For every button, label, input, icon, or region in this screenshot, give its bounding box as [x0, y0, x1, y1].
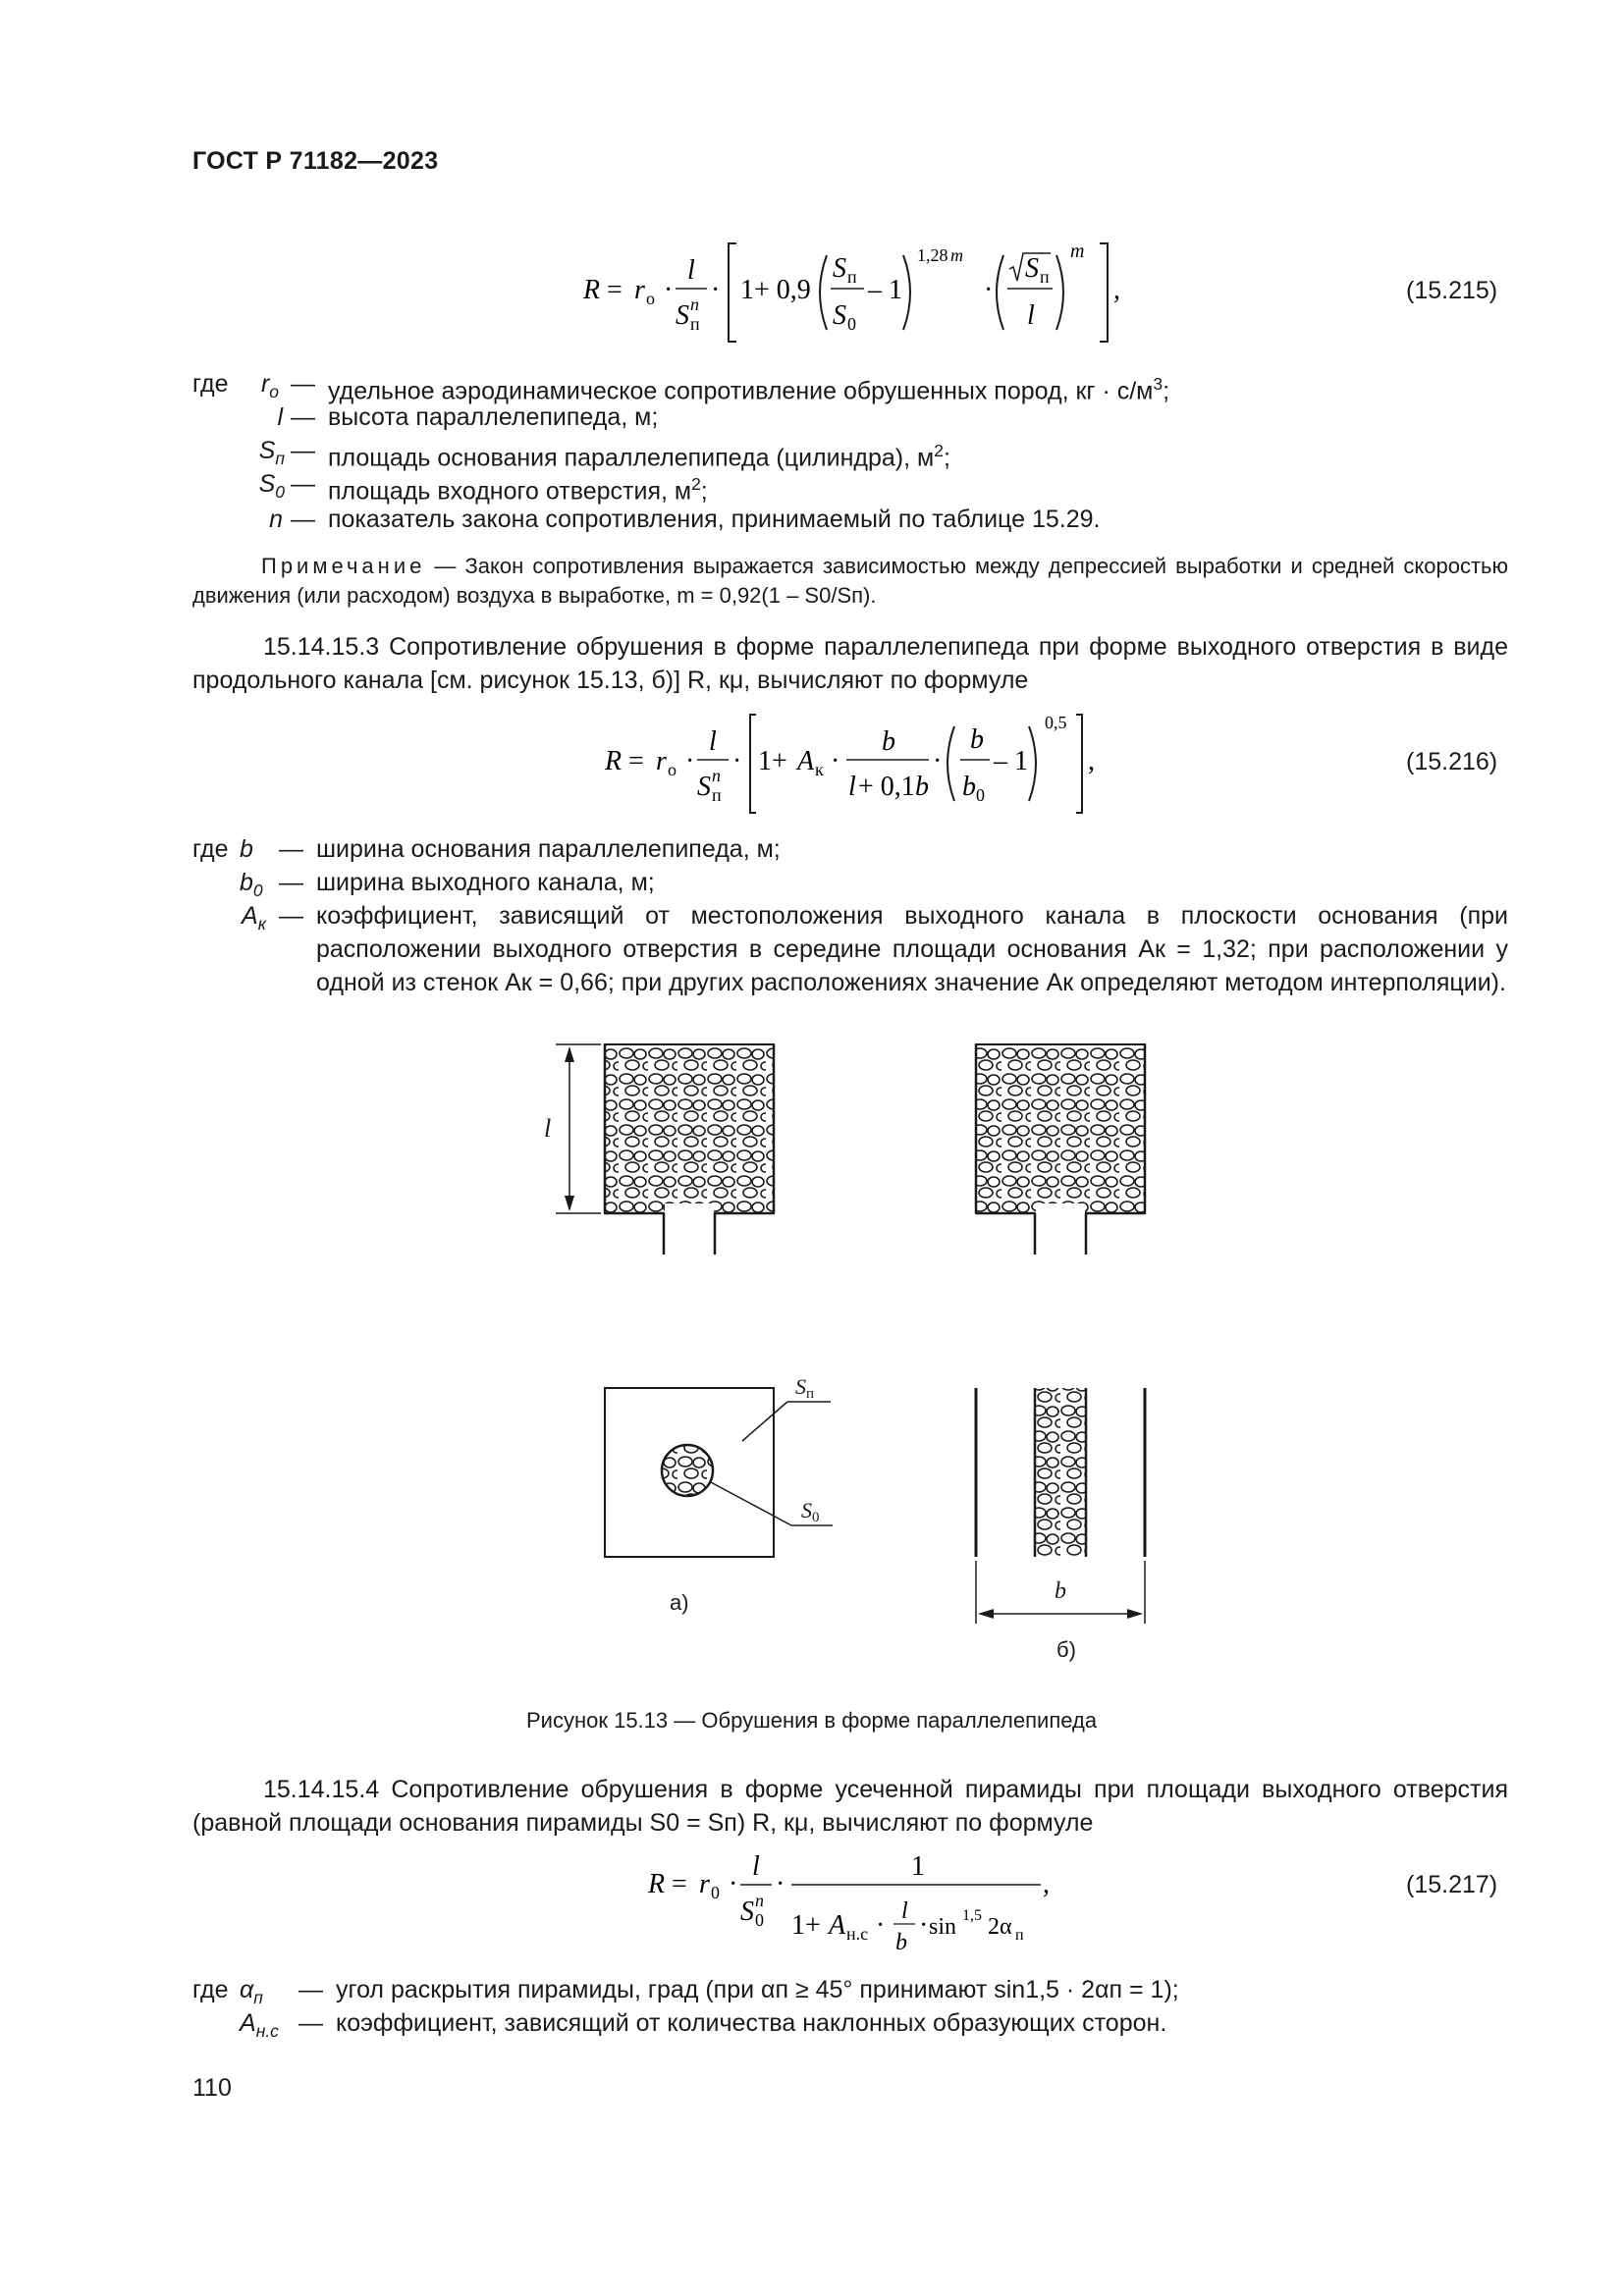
dimension-label-l: l — [544, 1114, 552, 1143]
paragraph-15-14-15-3: 15.14.15.3 Сопротивление обрушения в форме параллелепипеда при форме выходного отверстия в виде продольного канала [см. рисунок 15.13, б)] R, кμ, вычисляют по формуле — [192, 633, 1508, 694]
svg-text:·: · — [831, 746, 840, 776]
note-label: Примечание — [261, 554, 426, 578]
svg-text:r: r — [656, 746, 667, 776]
svg-text:n: n — [755, 1891, 764, 1910]
svg-text:1: 1 — [911, 1851, 925, 1882]
page-number: 110 — [192, 2074, 232, 2102]
svg-text:0: 0 — [711, 1883, 720, 1902]
svg-text:·: · — [876, 1910, 886, 1941]
svg-text:l: l — [709, 726, 717, 757]
figure-b-side-view — [976, 1044, 1145, 1255]
svg-text:1+: 1+ — [791, 1910, 821, 1941]
svg-text:=: = — [628, 746, 644, 776]
label-s0: S0 — [801, 1498, 820, 1525]
formula-number-15-217: (15.217) — [1406, 1871, 1498, 1898]
svg-text:0: 0 — [976, 785, 985, 805]
svg-text:m: m — [1070, 240, 1085, 262]
svg-text:1+ 0,9: 1+ 0,9 — [740, 275, 811, 305]
where-lead-1: где — [192, 370, 229, 398]
svg-text:1+: 1+ — [758, 746, 787, 776]
svg-text:l: l — [1027, 300, 1035, 331]
svg-text:к: к — [815, 760, 824, 779]
svg-text:m: m — [950, 245, 963, 265]
svg-text:1,28: 1,28 — [917, 245, 948, 265]
svg-text:,: , — [1043, 1869, 1050, 1899]
svg-text:r: r — [634, 275, 645, 305]
svg-text:·: · — [664, 275, 674, 305]
subfigure-label-b: б) — [1056, 1637, 1076, 1662]
definition-ak-text: коэффициент, зависящий от местоположения выходного канала в плоскости основания (при расположении выходного отверстия в середине площади основания Aк = 1,32; при расположении у одной из стенок Aк = 0,66; при других расположениях значение Aк определяют методом интерполяции). — [316, 902, 1508, 996]
svg-text:п: п — [1015, 1927, 1024, 1944]
svg-text:·: · — [919, 1910, 929, 1941]
svg-text:2α: 2α — [988, 1914, 1012, 1940]
svg-text:·: · — [729, 1869, 738, 1899]
svg-text:b: b — [962, 772, 976, 802]
svg-text:о: о — [646, 289, 655, 308]
svg-text:п: п — [712, 785, 722, 805]
figure-caption: Рисунок 15.13 — Обрушения в форме параллелепипеда — [526, 1708, 1098, 1733]
label-sp: Sп — [795, 1374, 815, 1402]
figure-b-plan-view — [976, 1388, 1145, 1662]
svg-text:sin: sin — [929, 1914, 957, 1940]
svg-text:·: · — [711, 275, 721, 305]
svg-text:R: R — [648, 1869, 666, 1899]
svg-text:,: , — [1088, 746, 1095, 776]
svg-text:b: b — [970, 724, 984, 755]
figure-15-13 — [530, 1021, 1218, 1669]
svg-text:·: · — [933, 746, 943, 776]
svg-text:l: l — [848, 772, 856, 802]
svg-text:0,5: 0,5 — [1045, 713, 1067, 732]
svg-text:– 1: – 1 — [868, 275, 902, 305]
paragraph-15-14-15-4: 15.14.15.4 Сопротивление обрушения в форме усеченной пирамиды при площади выходного отверстия (равной площади основания пирамиды S0 = Sп) R, кμ, вычисляют по формуле — [192, 1776, 1508, 1837]
svg-text:S: S — [676, 300, 689, 331]
formula-15-215 — [579, 234, 1129, 351]
svg-text:R: R — [583, 275, 601, 305]
svg-text:A: A — [829, 1910, 846, 1941]
svg-text:п: п — [1040, 267, 1050, 287]
figure-a-side-view — [544, 1044, 774, 1255]
svg-text:0: 0 — [847, 314, 856, 334]
figure-a-plan-view — [605, 1374, 833, 1615]
svg-text:r: r — [699, 1869, 710, 1899]
svg-text:S: S — [740, 1896, 754, 1927]
svg-text:n: n — [690, 294, 699, 314]
svg-text:+ 0,1: + 0,1 — [858, 772, 915, 802]
note-block — [192, 552, 1508, 611]
svg-text:·: · — [685, 746, 695, 776]
svg-text:S: S — [1025, 253, 1039, 284]
formula-15-217 — [644, 1845, 1056, 1963]
svg-text:·: · — [732, 746, 742, 776]
svg-text:п: п — [690, 314, 700, 334]
svg-text:l: l — [687, 255, 695, 286]
formula-number-15-215: (15.215) — [1406, 277, 1498, 304]
svg-text:b: b — [915, 772, 929, 802]
svg-text:=: = — [607, 275, 623, 305]
document-code-header: ГОСТ Р 71182—2023 — [192, 147, 439, 175]
subfigure-label-a: а) — [670, 1590, 689, 1615]
svg-text:l: l — [752, 1851, 760, 1882]
svg-text:0: 0 — [755, 1910, 764, 1930]
svg-text:·: · — [776, 1869, 785, 1899]
svg-text:о: о — [668, 760, 677, 779]
svg-text:н.с: н.с — [846, 1924, 869, 1944]
svg-text:п: п — [847, 267, 857, 287]
svg-text:,: , — [1113, 275, 1120, 305]
svg-text:R: R — [605, 746, 623, 776]
svg-text:S: S — [833, 300, 846, 331]
svg-text:·: · — [984, 275, 994, 305]
dimension-label-b: b — [1055, 1578, 1066, 1604]
svg-text:– 1: – 1 — [994, 746, 1028, 776]
formula-number-15-216: (15.216) — [1406, 748, 1498, 775]
svg-text:A: A — [797, 746, 815, 776]
svg-text:l: l — [901, 1898, 908, 1924]
formula-15-216 — [601, 705, 1111, 823]
svg-text:b: b — [882, 726, 895, 757]
svg-text:1,5: 1,5 — [962, 1907, 982, 1924]
svg-text:S: S — [697, 772, 711, 802]
svg-text:n: n — [712, 766, 721, 785]
svg-text:b: b — [895, 1930, 907, 1955]
svg-text:S: S — [833, 253, 846, 284]
svg-text:=: = — [672, 1869, 687, 1899]
note-text: — Закон сопротивления выражается зависимостью между депрессией выработки и средней скоростью движения (или расходом) воздуха в выработке, m = 0,92(1 – S0/Sп). — [192, 554, 1508, 608]
